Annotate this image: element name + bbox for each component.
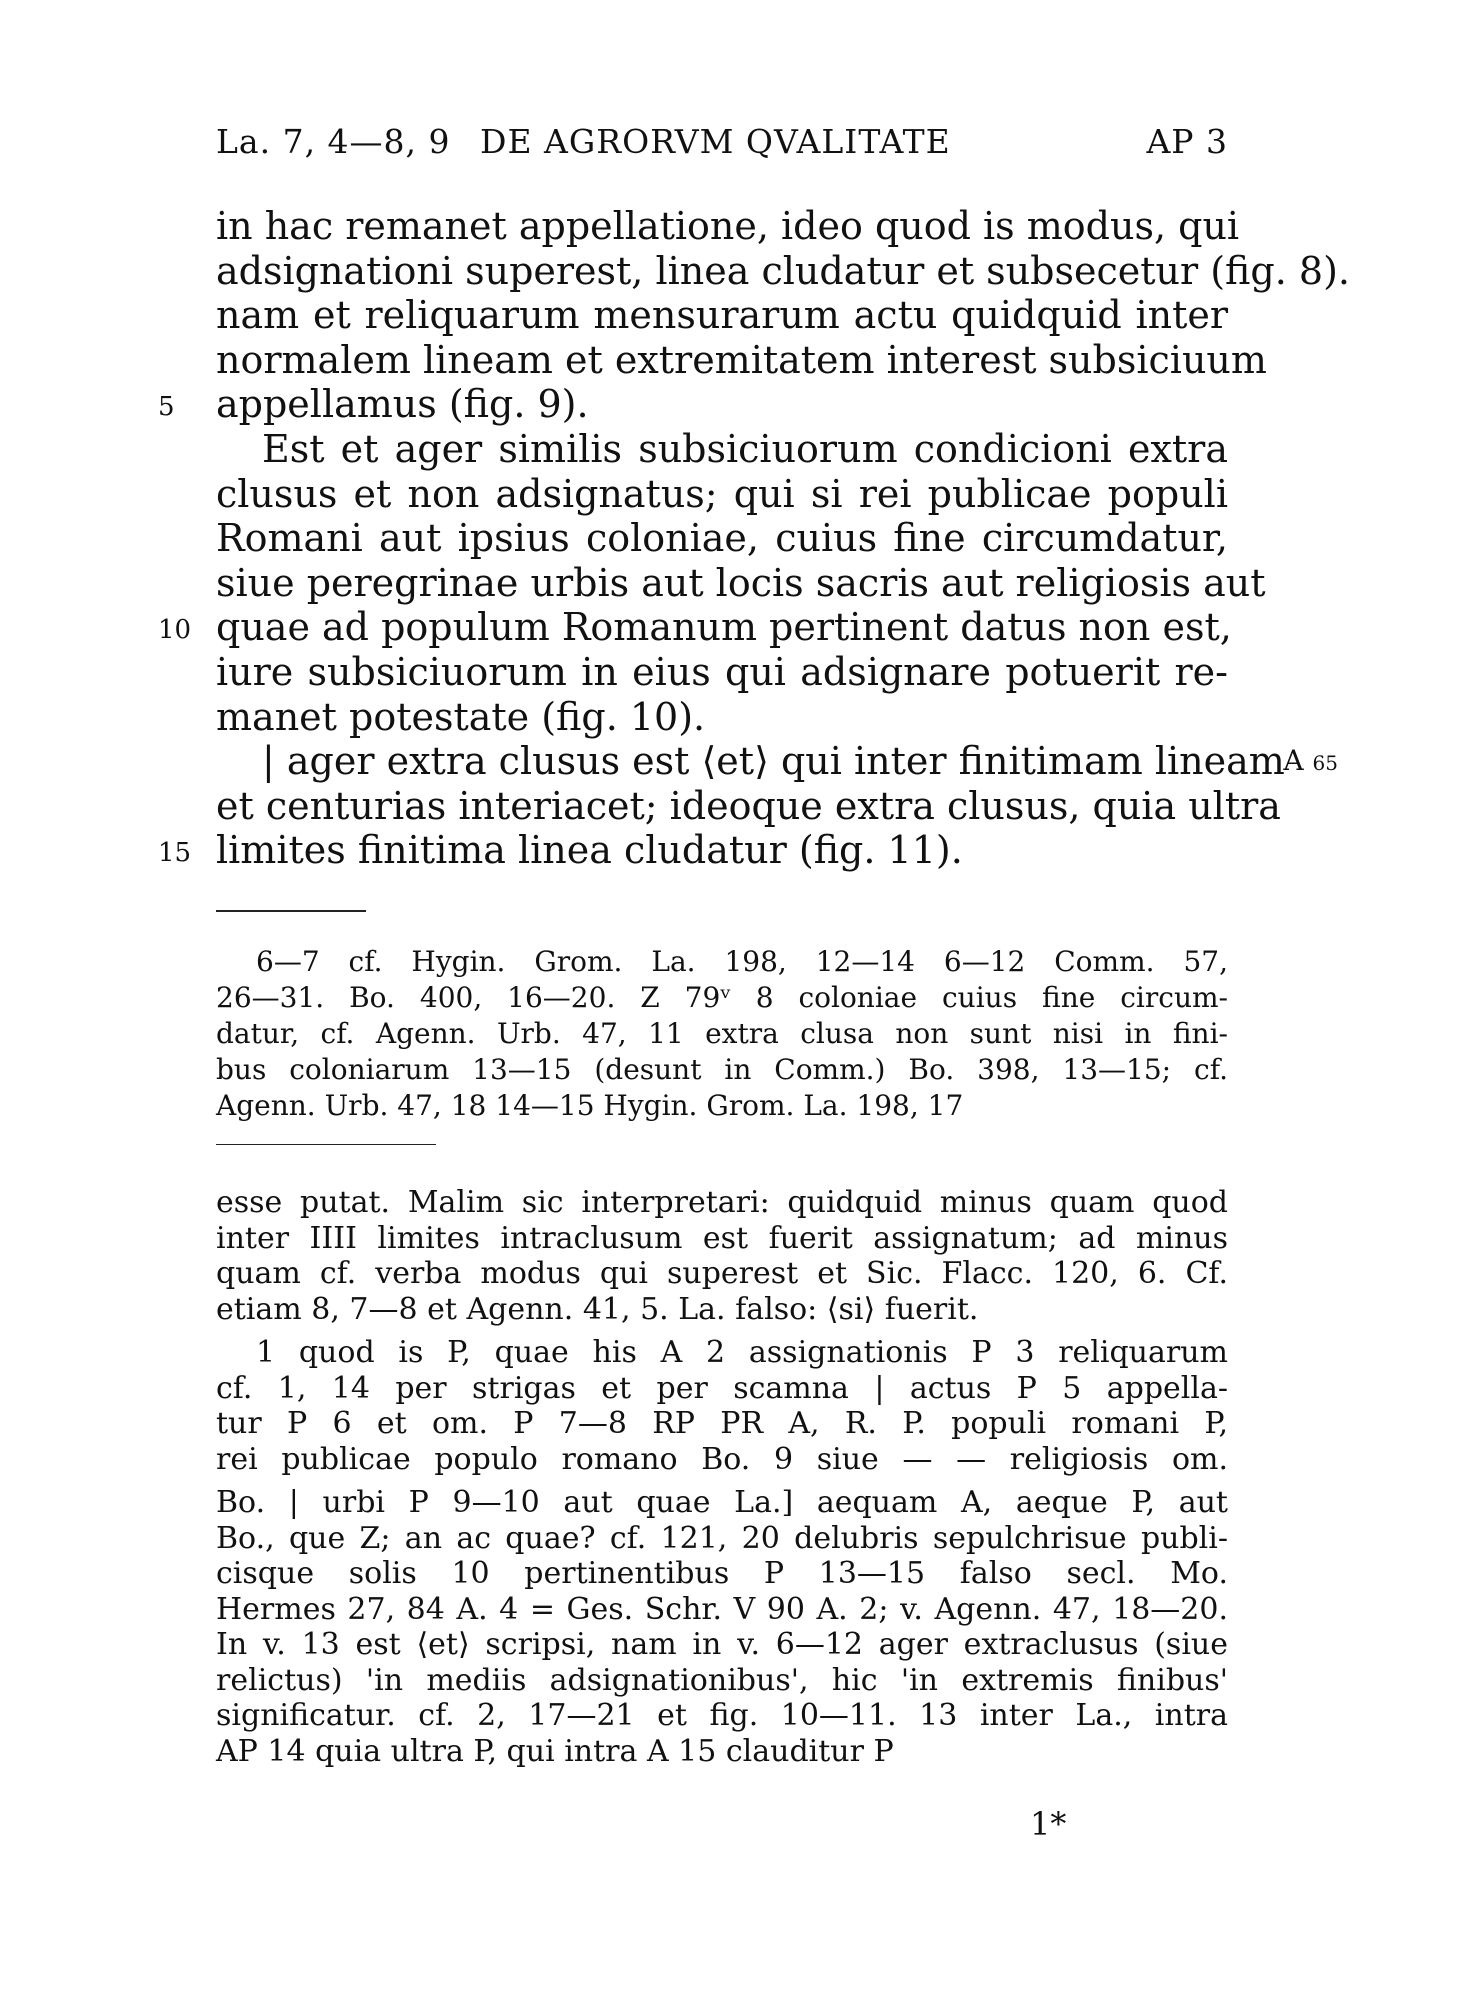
text-line: 5 appellamus (fig. 9).: [216, 382, 1228, 427]
text-line: normalem lineam et extremitatem interest subsiciuum: [216, 337, 1267, 382]
text-line: Est et ager similis subsiciuorum condicioni extra: [262, 426, 1228, 471]
text-line: adsignationi superest, linea cludatur et subsecetur (fig. 8).: [216, 248, 1350, 293]
apparatus-line: bus coloniarum 13—15 (desunt in Comm.) Bo. 398, 13—15; cf.: [216, 1053, 1228, 1086]
line-number: 5: [158, 392, 175, 423]
apparatus-line: 26—31. Bo. 400, 16—20. Z 79ᵛ 8 coloniae cuius fine circum-: [216, 981, 1228, 1014]
note-line: significatur. cf. 2, 17—21 et fig. 10—11. 13 inter La., intra: [216, 1698, 1228, 1733]
note-line: AP 14 quia ultra P, qui intra A 15 clauditur P: [216, 1733, 894, 1769]
text-line: | ager extra clusus est ⟨et⟩ qui inter finitimam lineam A 65: [216, 739, 1228, 784]
note-line: quam cf. verba modus qui superest et Sic. Flacc. 120, 6. Cf.: [216, 1256, 1228, 1291]
line-number: 15: [158, 838, 192, 869]
text-line: siue peregrinae urbis aut locis sacris aut religiosis aut: [216, 560, 1266, 605]
header-sigla-page: AP 3: [1146, 122, 1228, 161]
margin-page: 65: [1312, 751, 1338, 776]
margin-siglum: A: [1283, 744, 1304, 778]
apparatus-line: datur, cf. Agenn. Urb. 47, 11 extra clusa non sunt nisi in fini-: [216, 1017, 1228, 1050]
text-line: Romani aut ipsius coloniae, cuius fine circumdatur,: [216, 516, 1228, 561]
text-line: manet potestate (fig. 10).: [216, 694, 706, 739]
text-line: et centurias interiacet; ideoque extra clusus, quia ultra: [216, 783, 1281, 828]
text-line: 15 limites finitima linea cludatur (fig. 11).: [216, 828, 1228, 873]
text-line: 10 quae ad populum Romanum pertinent datus non est,: [216, 605, 1228, 650]
apparatus-line: Agenn. Urb. 47, 18 14—15 Hygin. Grom. La. 198, 17: [216, 1089, 964, 1122]
separator-rule: [216, 1144, 436, 1145]
note-line: inter IIII limites intraclusum est fuerit assignatum; ad minus: [216, 1220, 1228, 1256]
main-text: [158, 204, 1350, 873]
note-line: Bo., que Z; an ac quae? cf. 121, 20 delubris sepulchrisue publi-: [216, 1520, 1228, 1556]
note-line: cf. 1, 14 per strigas et per scamna | actus P 5 appella-: [216, 1370, 1228, 1406]
note-line: etiam 8, 7—8 et Agenn. 41, 5. La. falso: ⟨si⟩ fuerit.: [216, 1291, 979, 1327]
note-line: tur P 6 et om. P 7—8 RP PR A, R. P. populi romani P,: [216, 1406, 1228, 1441]
text-line: iure subsiciuorum in eius qui adsignare potuerit re-: [216, 649, 1228, 694]
note-line: cisque solis 10 pertinentibus P 13—15 falso secl. Mo.: [216, 1556, 1228, 1591]
apparatus-line: 6—7 cf. Hygin. Grom. La. 198, 12—14 6—12 Comm. 57,: [256, 945, 1228, 978]
note-line: Bo. | urbi P 9—10 aut quae La.] aequam A, aeque P, aut: [216, 1485, 1228, 1520]
header-reference: La. 7, 4—8, 9: [216, 122, 451, 161]
line-number: 10: [158, 615, 192, 646]
text-line: clusus et non adsignatus; qui si rei publicae populi: [216, 471, 1228, 516]
running-header: [216, 122, 1228, 172]
folio-signature: 1*: [1030, 1805, 1067, 1843]
note-line: relictus) 'in mediis adsignationibus', hic 'in extremis finibus': [216, 1662, 1228, 1698]
note-line: Hermes 27, 84 A. 4 = Ges. Schr. V 90 A. 2; v. Agenn. 47, 18—20.: [216, 1591, 1228, 1627]
text-line: in hac remanet appellatione, ideo quod is modus, qui: [216, 204, 1240, 248]
note-line: rei publicae populo romano Bo. 9 siue — — religiosis om.: [216, 1441, 1228, 1477]
header-title: DE AGRORVM QVALITATE: [480, 122, 951, 161]
testimonia-apparatus: [216, 944, 1228, 1124]
note-line: 1 quod is P, quae his A 2 assignationis P 3 reliquarum: [256, 1335, 1228, 1370]
note-line: esse putat. Malim sic interpretari: quidquid minus quam quod: [216, 1185, 1228, 1220]
separator-rule: [216, 910, 366, 912]
text-line: nam et reliquarum mensurarum actu quidquid inter: [216, 293, 1228, 338]
note-line: In v. 13 est ⟨et⟩ scripsi, nam in v. 6—12 ager extraclusus (siue: [216, 1627, 1228, 1662]
margin-note: [1283, 739, 1338, 786]
critical-apparatus: [216, 1185, 1228, 1769]
